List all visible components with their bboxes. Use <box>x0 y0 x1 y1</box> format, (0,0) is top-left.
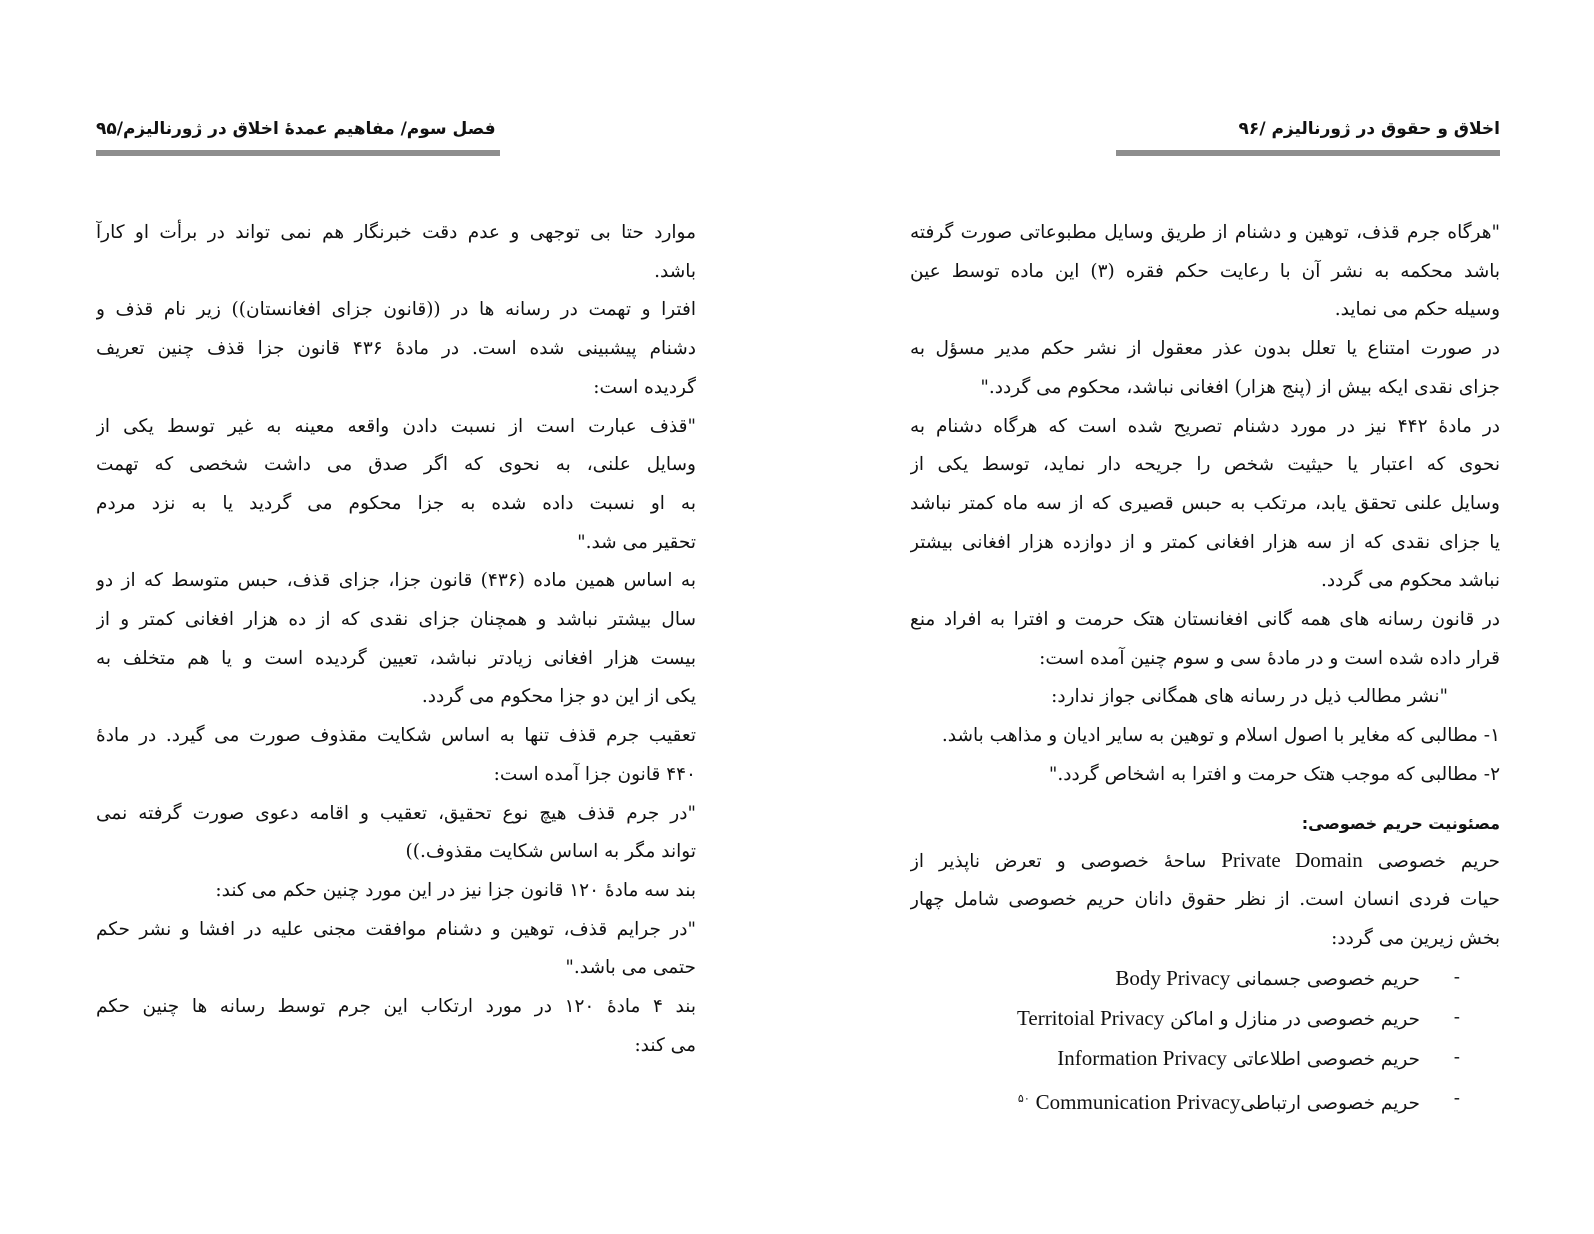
list-dash: - <box>1453 966 1460 988</box>
text-line <box>910 841 1500 882</box>
list-item-en: Communication Privacy <box>1035 1090 1241 1115</box>
running-head-left <box>96 116 500 156</box>
page-body-right <box>910 214 1500 1123</box>
running-head-title: اخلاق و حقوق در ژورنالیزم /۹۶ <box>1238 119 1500 139</box>
text-line: دشنام پیشبینی شده است. در مادۀ ۴۳۶ قانون جزا قذف چنین تعریف <box>96 338 696 360</box>
text-line: باشد محکمه به نشر آن با رعایت حکم فقره (۳) این ماده توسط عین <box>910 260 1500 282</box>
text-line: تواند مگر به اساس شکایت مقذوف.)) <box>405 841 696 863</box>
text-line: در قانون رسانه های همه گانی افغانستان هتک حرمت و افترا به افراد منع <box>910 609 1500 631</box>
footnote-marker[interactable]: ۵۰ <box>1017 1091 1030 1105</box>
list-item-en: Body Privacy <box>1115 965 1231 990</box>
text-line: گردیده است: <box>593 376 696 398</box>
text-line: به اساس همین ماده (۴۳۶) قانون جزا، جزای قذف، حبس متوسط که از دو <box>96 570 696 592</box>
running-head-right <box>1116 116 1500 156</box>
text-line: "نشر مطالب ذیل در رسانه های همگانی جواز ندارد: <box>1051 686 1448 708</box>
text-line: ۱- مطالبی که مغایر با اصول اسلام و توهین به سایر ادیان و مذاهب باشد. <box>941 725 1500 747</box>
text-line: در صورت امتناع یا تعلل بدون عذر معقول از نشر حکم مدیر مسؤل به <box>910 338 1500 360</box>
text-line: بند ۴ مادۀ ۱۲۰ در مورد ارتکاب این جرم توسط رسانه ها چنین حکم <box>96 996 696 1018</box>
text-line: می کند: <box>634 1034 696 1056</box>
list-item-fa: حریم خصوصی در منازل و اماکن <box>1164 1009 1420 1031</box>
english-term: Private Domain <box>1221 847 1363 872</box>
text-fragment: حریم خصوصی <box>1362 850 1500 872</box>
text-line: نباشد محکوم می گردد. <box>1320 570 1500 592</box>
text-line: موارد حتا بی توجهی و عدم دقت خبرنگار هم نمی تواند در برأت او کارآ <box>96 222 696 243</box>
list-item-en: Territoial Privacy <box>1017 1006 1165 1031</box>
text-line: ۴۴۰ قانون جزا آمده است: <box>493 763 696 785</box>
list-item <box>910 1080 1500 1124</box>
text-line: وسیله حکم می نماید. <box>1334 299 1500 321</box>
list-item <box>910 959 1500 999</box>
text-line: بخش زیرین می گردد: <box>1331 927 1500 949</box>
text-line: "در جرایم قذف، توهین و دشنام موافقت مجنی علیه در افشا و نشر حکم <box>96 918 696 940</box>
text-line: ۲- مطالبی که موجب هتک حرمت و افترا به اشخاص گردد." <box>1048 763 1500 785</box>
list-item <box>910 1039 1500 1079</box>
text-line: حیات فردی انسان است. از نظر حقوق دانان حریم خصوصی شامل چهار <box>910 889 1500 911</box>
section-heading: مصئونیت حریم خصوصی: <box>1301 813 1500 833</box>
text-line: جزای نقدی ایکه بیش از (پنج هزار) افغانی نباشد، محکوم می گردد." <box>980 376 1500 398</box>
text-line: یا جزای نقدی که از سه هزار افغانی کمتر و از دوازده هزار افغانی بیشتر <box>910 531 1500 553</box>
text-line: "هرگاه جرم قذف، توهین و دشنام از طریق وسایل مطبوعاتی صورت گرفته <box>910 222 1500 243</box>
text-fragment: ساحۀ خصوصی و تعرض ناپذیر از <box>910 850 1222 872</box>
text-line: افترا و تهمت در رسانه ها در ((قانون جزای افغانستان)) زیر نام قذف و <box>96 299 696 321</box>
list-dash: - <box>1453 1087 1460 1109</box>
list-item-fa: حریم خصوصی اطلاعاتی <box>1226 1049 1420 1071</box>
text-line: بند سه مادۀ ۱۲۰ قانون جزا نیز در این مورد چنین حکم می کند: <box>215 879 696 901</box>
text-line: تعقیب جرم قذف تنها به اساس شکایت مقذوف صورت می گیرد. در مادۀ <box>96 725 696 747</box>
text-line: یکی از این دو جزا محکوم می گردد. <box>421 686 696 708</box>
text-line: باشد. <box>654 260 696 282</box>
list-item <box>910 999 1500 1039</box>
text-line: سال بیشتر نباشد و همچنان جزای نقدی که از ده هزار افغانی کمتر و از <box>96 609 696 631</box>
text-line: در مادۀ ۴۴۲ نیز در مورد دشنام تصریح شده است که هرگاه دشنام به <box>910 415 1500 437</box>
list-dash: - <box>1453 1047 1460 1069</box>
text-line: به او نسبت داده شده به جزا محکوم می گردید یا به نزد مردم <box>96 492 696 514</box>
list-item-en: Information Privacy <box>1057 1046 1227 1071</box>
privacy-types-list <box>910 959 1500 1124</box>
running-head-title: فصل سوم/ مفاهیم عمدۀ اخلاق در ژورنالیزم/۹۵ <box>96 119 496 139</box>
text-line: بیست هزار افغانی زیادتر نباشد، تعیین گردیده است و یا هم متخلف به <box>96 647 696 669</box>
text-line: وسایل علنی، به نحوی که اگر صدق می داشت شخصی که تهمت <box>96 454 696 476</box>
list-item-fa: حریم خصوصی جسمانی <box>1230 968 1420 990</box>
text-line: "در جرم قذف هیچ نوع تحقیق، تعقیب و اقامه دعوی صورت گرفته نمی <box>96 802 696 824</box>
text-line: "قذف عبارت است از نسبت دادن واقعه معینه به غیر توسط یکی از <box>96 415 696 437</box>
list-item-fa: حریم خصوصی ارتباطی <box>1240 1093 1420 1115</box>
list-dash: - <box>1453 1007 1460 1029</box>
text-line: قرار داده شده است و در مادۀ سی و سوم چنین آمده است: <box>1039 647 1500 669</box>
page-95 <box>96 0 696 1234</box>
text-line: وسایل علنی تحقق یابد، مرتکب به حبس قصیری که از سه ماه کمتر نباشد <box>910 492 1500 514</box>
text-line: حتمی می باشد." <box>565 957 696 979</box>
text-line: تحقیر می شد." <box>577 531 696 553</box>
page-body-left <box>96 214 696 1065</box>
page-96 <box>900 0 1500 1234</box>
text-line: نحوی که اعتبار یا حیثیت شخص را جریحه دار نماید، توسط یکی از <box>910 454 1500 476</box>
